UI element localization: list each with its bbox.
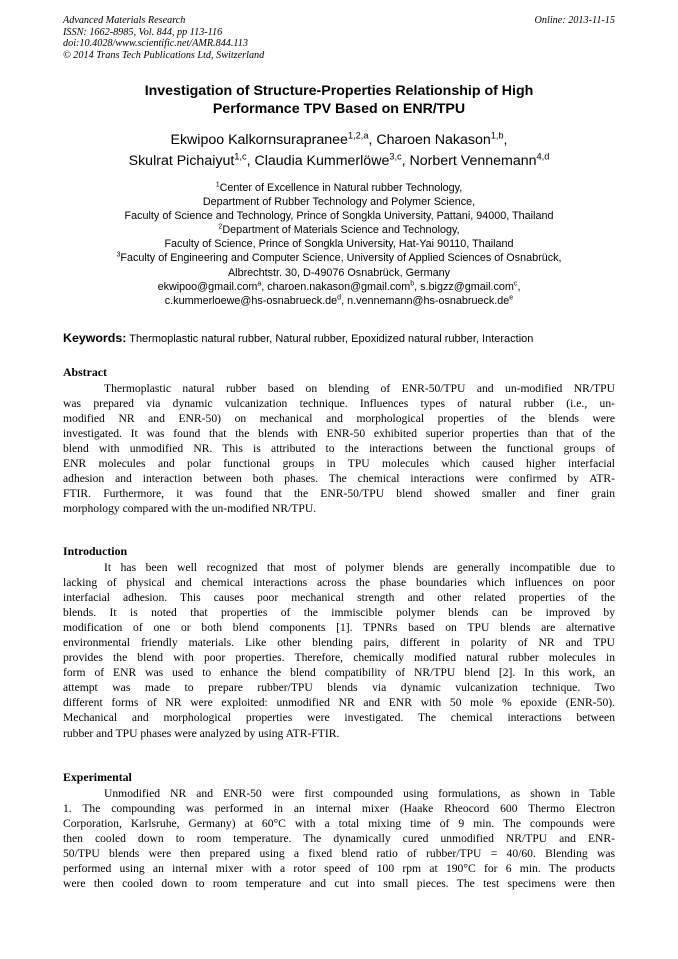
author-affiliation-mark: 3,c <box>389 151 402 162</box>
affiliation-mark: 1 <box>215 181 220 189</box>
text-line: different forms of NR were exploited: unmodified NR and ENR with 50 mole % epoxide (ENR-50). <box>63 696 615 710</box>
affiliation-line <box>60 251 618 265</box>
text-line: modification of one or both blend components [1]. TPNRs based on TPU blends are alternative <box>63 621 615 635</box>
text-line: adhesion and interaction between both phases. The chemical interactions were confirmed by ATR- <box>63 472 615 486</box>
introduction-heading: Introduction <box>63 544 128 558</box>
text-line: environmental friendly materials. Like other blending pairs, different in polarity of NR and TPU <box>63 636 615 650</box>
text-line: rubber and TPU phases were analyzed by using ATR-FTIR. <box>63 726 340 740</box>
author-email[interactable]: charoen.nakason@gmail.com <box>267 280 411 293</box>
text-line: Mechanical and morphological properties were investigated. The chemical interactions between <box>63 711 615 725</box>
keywords-label: Keywords: <box>63 331 127 345</box>
affiliation-mark: 2 <box>218 223 223 231</box>
affiliation-line <box>60 181 618 195</box>
email-separator: , <box>414 280 421 293</box>
email-line <box>60 280 618 294</box>
affiliation-text: Center of Excellence in Natural rubber Technology, <box>219 182 463 194</box>
email-separator: , <box>341 294 348 307</box>
email-separator: , <box>517 280 521 293</box>
text-line: blend with unmodified NR. This is attributed to the interactions between the functional groups of <box>63 442 615 456</box>
affiliation-text: Faculty of Engineering and Computer Science, University of Applied Sciences of Osnabrück, <box>120 252 562 265</box>
text-line: Thermoplastic natural rubber based on blending of ENR-50/TPU and un-modified NR/TPU <box>104 382 615 395</box>
author-email[interactable]: s.bigzz@gmail.com <box>420 280 514 293</box>
abstract-heading: Abstract <box>63 365 107 379</box>
text-line: blends. It is noted that properties of the immiscible polymer blends can be improved by <box>63 606 615 620</box>
affiliation-mark: 3 <box>116 251 121 259</box>
email-mark: c <box>513 280 518 288</box>
affiliation-text: Department of Materials Science and Technology, <box>222 224 460 237</box>
text-line: attempt was made to prepare rubber/TPU blends via dynamic vulcanization technique. Two <box>63 681 615 695</box>
title-line: Investigation of Structure-Properties Relationship of High <box>144 83 534 99</box>
author-affiliation-mark: 1,b <box>490 130 504 141</box>
affiliation-line <box>60 223 618 237</box>
text-line: morphology compared with the un-modified NR/TPU. <box>63 502 317 516</box>
keywords-text: Thermoplastic natural rubber, Natural rubber, Epoxidized natural rubber, Interaction <box>129 333 534 345</box>
text-line: FTIR. Furthermore, it was found that the ENR-50/TPU blend showed smaller and finer grain <box>63 487 615 501</box>
author-line: Skulrat Pichaiyut$^{1,c}$, Claudia Kummerlöwe$^{3,c}$, Norbert Vennemann$^{4,d}$ <box>128 151 550 169</box>
text-line: It has been well recognized that most of polymer blends are generally incompatible due to <box>104 561 615 574</box>
text-line: interfacial adhesion. This causes poor mechanical strength and other related properties of the <box>63 591 615 605</box>
email-mark: e <box>509 294 514 302</box>
text-line: lacking of physical and chemical interactions across the phase boundaries which influences on poor <box>63 576 615 590</box>
text-line: provides the blend with poor properties. Therefore, chemically modified natural rubber molecules in <box>63 651 615 665</box>
text-line: Unmodified NR and ENR-50 were first compounded using formulations, as shown in Table <box>104 787 615 800</box>
affiliation-line: Faculty of Science, Prince of Songkla University, Hat-Yai 90110, Thailand <box>164 238 514 251</box>
experimental-body <box>63 786 615 891</box>
text-line: investigated. It was found that the blends with ENR-50 exhibited superior properties than that of the <box>63 427 615 441</box>
author-email[interactable]: ekwipoo@gmail.com <box>157 280 258 293</box>
email-separator: , <box>261 280 268 293</box>
copyright-line: © 2014 Trans Tech Publications Ltd, Switzerland <box>63 49 265 61</box>
author-name: Charoen Nakason <box>376 132 491 148</box>
author-list <box>60 130 618 172</box>
text-line: Corporation, Karlsruhe, Germany) at 60°C with a total mixing time of 9 min. The compounds were <box>63 817 615 831</box>
journal-metadata <box>63 15 615 61</box>
text-line: ENR molecules and polar functional groups in TPU molecules which caused higher interfacial <box>63 457 615 471</box>
keywords <box>63 331 623 346</box>
text-line: was prepared via dynamic vulcanization technique. Influences types of natural rubber (i.e., un- <box>63 397 615 411</box>
affiliations <box>60 181 618 308</box>
text-line: modified NR and ENR-50) on mechanical and morphological properties of the blends were <box>63 412 615 426</box>
author-email[interactable]: n.vennemann@hs-osnabrueck.de <box>347 294 510 307</box>
paper-title <box>60 82 618 118</box>
text-line: then cooled down to room temperature. The dynamically cured unmodified NR/TPU and ENR- <box>63 832 615 846</box>
author-name: Skulrat Pichaiyut <box>128 153 235 169</box>
doi-line: doi:10.4028/www.scientific.net/AMR.844.113 <box>63 38 248 50</box>
text-line: 50/TPU blends were then prepared using a fixed blend ratio of rubber/TPU = 40/60. Blending was <box>63 847 615 861</box>
text-line: form of ENR was used to enhance the blend compatibility of NR/TPU blend [2]. In this work, an <box>63 666 615 680</box>
experimental-heading: Experimental <box>63 770 132 784</box>
email-mark: a <box>257 280 262 288</box>
author-affiliation-mark: 4,d <box>536 151 550 162</box>
author-affiliation-mark: 1,c <box>234 151 247 162</box>
title-line: Performance TPV Based on ENR/TPU <box>212 101 466 117</box>
affiliation-line: Faculty of Science and Technology, Prince of Songkla University, Pattani, 94000, Thailand <box>124 210 554 223</box>
author-line: Ekwipoo Kalkornsurapranee$^{1,2,a}$, Charoen Nakason$^{1,b}$, <box>170 130 508 148</box>
author-email[interactable]: c.kummerloewe@hs-osnabrueck.de <box>164 294 338 307</box>
online-date: Online: 2013-11-15 <box>534 15 615 26</box>
text-line: performed using an internal mixer with a rotor speed of 100 rpm at 190°C for 6 min. The products <box>63 862 615 876</box>
email-mark: b <box>410 280 415 288</box>
affiliation-line: Albrechtstr. 30, D-49076 Osnabrück, Germany <box>227 266 451 279</box>
text-line: 1. The compounding was performed in an internal mixer (Haake Rheocord 600 Thermo Electron <box>63 802 615 816</box>
issn-line: ISSN: 1662-8985, Vol. 844, pp 113-116 <box>63 26 223 38</box>
affiliation-line: Department of Rubber Technology and Polymer Science, <box>202 196 476 209</box>
author-name: Ekwipoo Kalkornsurapranee <box>170 132 348 148</box>
journal-name: Advanced Materials Research <box>63 15 186 26</box>
abstract-body <box>63 381 615 516</box>
introduction-body <box>63 560 615 741</box>
email-line <box>60 294 618 308</box>
author-affiliation-mark: 1,2,a <box>347 130 369 141</box>
author-name: Norbert Vennemann <box>409 153 537 169</box>
text-line: were then cooled down to room temperature and cut into small pieces. The test specimens were then <box>63 877 615 891</box>
author-name: Claudia Kummerlöwe <box>254 153 390 169</box>
email-mark: d <box>337 294 342 302</box>
